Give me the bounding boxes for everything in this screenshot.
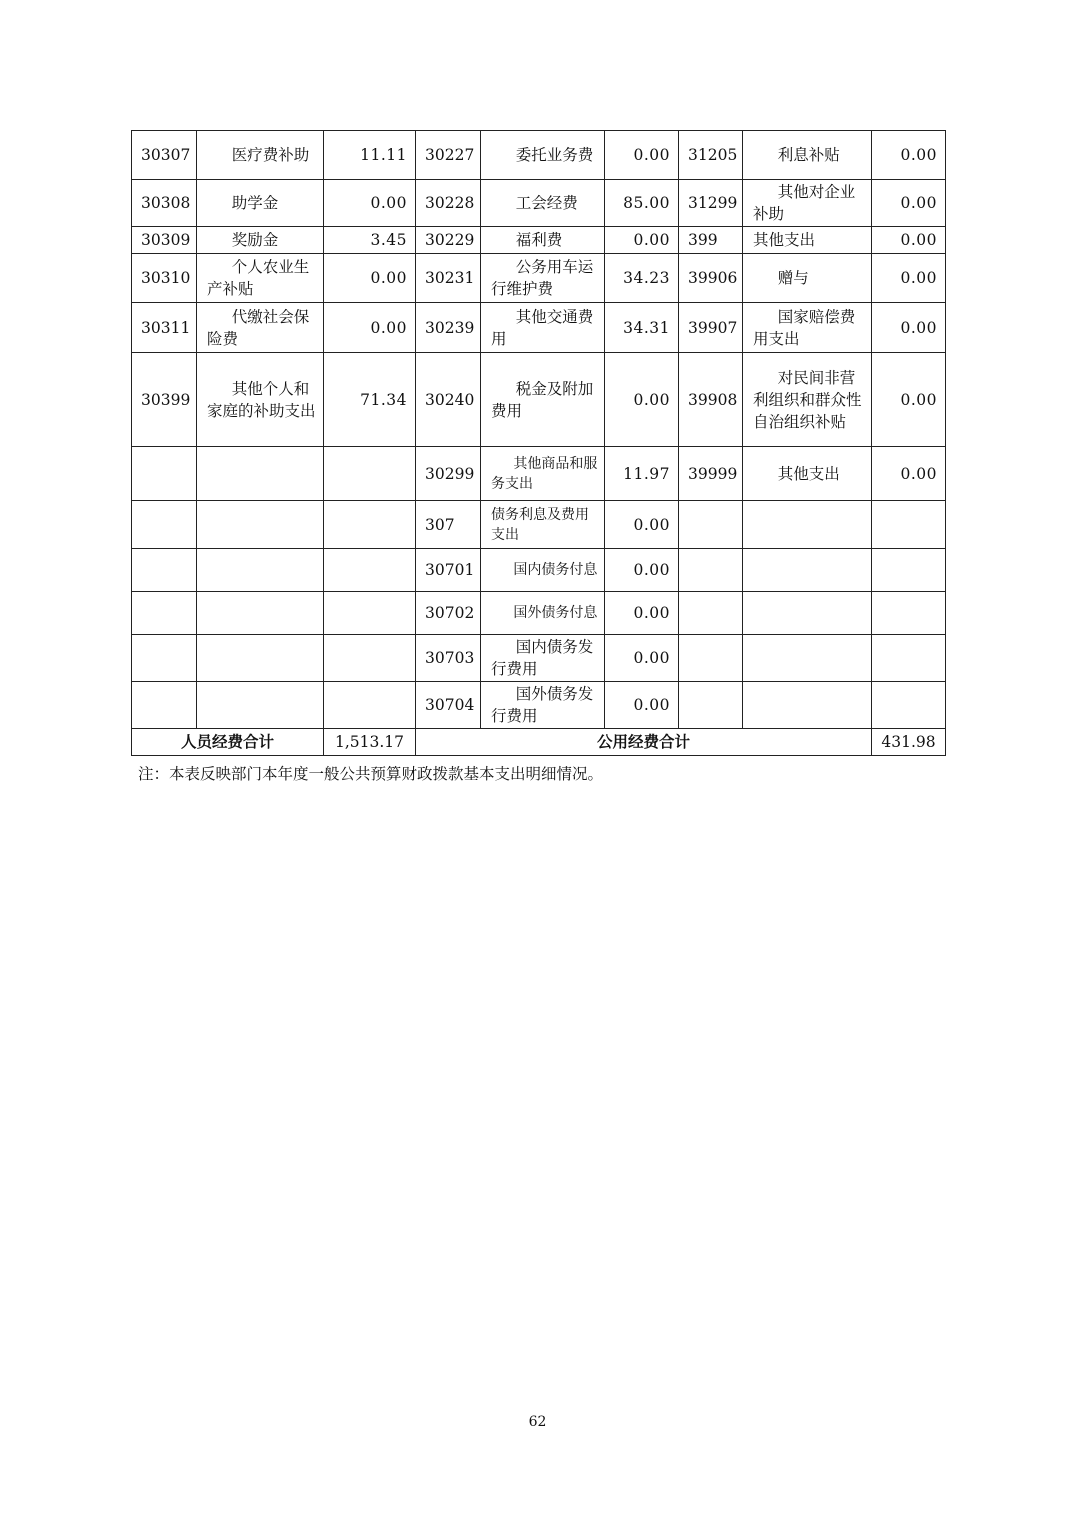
code-cell: 39908 [679, 353, 743, 447]
amount-cell: 0.00 [872, 353, 946, 447]
personnel-total-value: 1,513.17 [324, 729, 416, 756]
personnel-total-label: 人员经费合计 [132, 729, 324, 756]
item-name-cell: 其他支出 [743, 227, 872, 254]
amount-cell: 0.00 [605, 501, 679, 549]
item-name-cell: 利息补贴 [743, 131, 872, 180]
table-note: 注：本表反映部门本年度一般公共预算财政拨款基本支出明细情况。 [138, 765, 604, 783]
item-name-cell: 助学金 [197, 180, 324, 227]
item-name-cell [743, 682, 872, 729]
code-cell: 39906 [679, 254, 743, 303]
amount-cell [324, 501, 416, 549]
amount-cell: 0.00 [605, 353, 679, 447]
code-cell: 31299 [679, 180, 743, 227]
amount-cell: 0.00 [872, 303, 946, 353]
amount-cell: 0.00 [605, 682, 679, 729]
code-cell: 30703 [416, 635, 481, 682]
expense-detail-table [131, 130, 946, 756]
item-name-cell [197, 682, 324, 729]
code-cell [679, 682, 743, 729]
code-cell: 31205 [679, 131, 743, 180]
amount-cell [872, 592, 946, 635]
item-name-cell [197, 447, 324, 501]
amount-cell: 0.00 [872, 180, 946, 227]
amount-cell: 0.00 [324, 180, 416, 227]
code-cell: 307 [416, 501, 481, 549]
amount-cell [324, 592, 416, 635]
item-name-cell [743, 635, 872, 682]
code-cell: 30228 [416, 180, 481, 227]
public-total-value: 431.98 [872, 729, 946, 756]
table-row [132, 682, 946, 729]
code-cell: 399 [679, 227, 743, 254]
page-number: 62 [528, 1414, 547, 1430]
item-name-cell: 国外债务发行费用 [481, 682, 605, 729]
table-row [132, 635, 946, 682]
totals-row [132, 729, 946, 756]
amount-cell: 71.34 [324, 353, 416, 447]
amount-cell [324, 635, 416, 682]
table-row [132, 180, 946, 227]
code-cell: 30701 [416, 549, 481, 592]
amount-cell: 3.45 [324, 227, 416, 254]
item-name-cell [197, 501, 324, 549]
item-name-cell: 其他支出 [743, 447, 872, 501]
code-cell: 30307 [132, 131, 197, 180]
item-name-cell: 个人农业生产补贴 [197, 254, 324, 303]
code-cell: 39907 [679, 303, 743, 353]
table-row [132, 447, 946, 501]
public-total-label: 公用经费合计 [416, 729, 872, 756]
amount-cell: 34.23 [605, 254, 679, 303]
item-name-cell: 税金及附加费用 [481, 353, 605, 447]
item-name-cell: 其他交通费用 [481, 303, 605, 353]
item-name-cell [197, 635, 324, 682]
item-name-cell: 债务利息及费用支出 [481, 501, 605, 549]
code-cell [132, 549, 197, 592]
item-name-cell: 代缴社会保险费 [197, 303, 324, 353]
amount-cell [872, 635, 946, 682]
code-cell: 30240 [416, 353, 481, 447]
code-cell: 30311 [132, 303, 197, 353]
code-cell [132, 682, 197, 729]
code-cell: 30231 [416, 254, 481, 303]
table-row [132, 501, 946, 549]
code-cell [132, 501, 197, 549]
item-name-cell: 委托业务费 [481, 131, 605, 180]
item-name-cell: 其他对企业补助 [743, 180, 872, 227]
item-name-cell: 其他个人和家庭的补助支出 [197, 353, 324, 447]
item-name-cell [197, 549, 324, 592]
amount-cell [872, 549, 946, 592]
code-cell: 30239 [416, 303, 481, 353]
table-row [132, 254, 946, 303]
amount-cell: 0.00 [324, 254, 416, 303]
table-row [132, 131, 946, 180]
amount-cell [324, 447, 416, 501]
table-row [132, 227, 946, 254]
item-name-cell: 国外债务付息 [481, 592, 605, 635]
amount-cell: 0.00 [605, 592, 679, 635]
item-name-cell: 其他商品和服务支出 [481, 447, 605, 501]
item-name-cell [743, 549, 872, 592]
code-cell: 30702 [416, 592, 481, 635]
amount-cell: 0.00 [872, 254, 946, 303]
code-cell: 30229 [416, 227, 481, 254]
amount-cell [872, 682, 946, 729]
item-name-cell: 奖励金 [197, 227, 324, 254]
code-cell: 30309 [132, 227, 197, 254]
item-name-cell: 国内债务发行费用 [481, 635, 605, 682]
amount-cell: 0.00 [324, 303, 416, 353]
item-name-cell: 国内债务付息 [481, 549, 605, 592]
amount-cell: 85.00 [605, 180, 679, 227]
item-name-cell: 公务用车运行维护费 [481, 254, 605, 303]
code-cell [132, 592, 197, 635]
amount-cell [324, 682, 416, 729]
amount-cell: 0.00 [605, 227, 679, 254]
code-cell: 30704 [416, 682, 481, 729]
table-row [132, 549, 946, 592]
code-cell [132, 635, 197, 682]
amount-cell [872, 501, 946, 549]
amount-cell: 11.11 [324, 131, 416, 180]
code-cell: 30308 [132, 180, 197, 227]
code-cell: 30227 [416, 131, 481, 180]
code-cell: 30299 [416, 447, 481, 501]
item-name-cell [743, 501, 872, 549]
code-cell: 39999 [679, 447, 743, 501]
item-name-cell: 赠与 [743, 254, 872, 303]
code-cell: 30310 [132, 254, 197, 303]
amount-cell: 34.31 [605, 303, 679, 353]
code-cell [679, 592, 743, 635]
item-name-cell: 对民间非营利组织和群众性自治组织补贴 [743, 353, 872, 447]
item-name-cell [197, 592, 324, 635]
table-row [132, 592, 946, 635]
amount-cell: 0.00 [605, 131, 679, 180]
code-cell [679, 549, 743, 592]
item-name-cell: 国家赔偿费用支出 [743, 303, 872, 353]
amount-cell: 0.00 [605, 635, 679, 682]
item-name-cell: 医疗费补助 [197, 131, 324, 180]
amount-cell: 0.00 [872, 227, 946, 254]
table-row [132, 303, 946, 353]
amount-cell: 0.00 [872, 447, 946, 501]
amount-cell: 0.00 [872, 131, 946, 180]
code-cell [679, 501, 743, 549]
item-name-cell: 工会经费 [481, 180, 605, 227]
item-name-cell [743, 592, 872, 635]
code-cell [679, 635, 743, 682]
table-row [132, 353, 946, 447]
code-cell: 30399 [132, 353, 197, 447]
amount-cell: 0.00 [605, 549, 679, 592]
amount-cell [324, 549, 416, 592]
amount-cell: 11.97 [605, 447, 679, 501]
code-cell [132, 447, 197, 501]
item-name-cell: 福利费 [481, 227, 605, 254]
